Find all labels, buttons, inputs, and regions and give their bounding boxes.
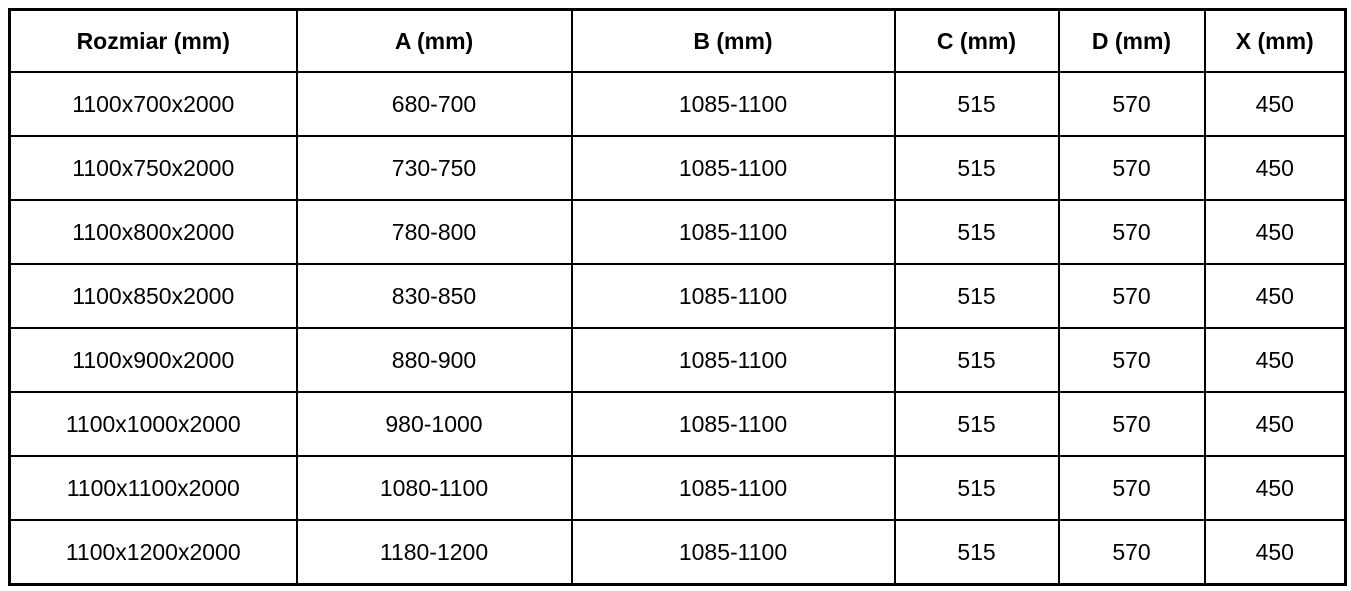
cell-rozmiar: 1100x1000x2000 (10, 392, 297, 456)
cell-a: 880-900 (297, 328, 572, 392)
cell-rozmiar: 1100x850x2000 (10, 264, 297, 328)
column-header-b: B (mm) (572, 10, 895, 73)
cell-a: 780-800 (297, 200, 572, 264)
table-row (10, 328, 1346, 392)
cell-x: 450 (1205, 200, 1346, 264)
cell-b: 1085-1100 (572, 520, 895, 585)
cell-c: 515 (895, 136, 1059, 200)
table-row (10, 392, 1346, 456)
cell-c: 515 (895, 200, 1059, 264)
column-header-a: A (mm) (297, 10, 572, 73)
cell-a: 1080-1100 (297, 456, 572, 520)
cell-rozmiar: 1100x800x2000 (10, 200, 297, 264)
column-header-rozmiar: Rozmiar (mm) (10, 10, 297, 73)
cell-b: 1085-1100 (572, 72, 895, 136)
cell-b: 1085-1100 (572, 264, 895, 328)
cell-c: 515 (895, 520, 1059, 585)
cell-rozmiar: 1100x750x2000 (10, 136, 297, 200)
table-row (10, 520, 1346, 585)
table-row (10, 136, 1346, 200)
cell-c: 515 (895, 72, 1059, 136)
cell-c: 515 (895, 456, 1059, 520)
cell-a: 730-750 (297, 136, 572, 200)
cell-x: 450 (1205, 456, 1346, 520)
cell-b: 1085-1100 (572, 456, 895, 520)
cell-x: 450 (1205, 520, 1346, 585)
cell-x: 450 (1205, 328, 1346, 392)
cell-c: 515 (895, 328, 1059, 392)
header-row (10, 10, 1346, 73)
cell-rozmiar: 1100x700x2000 (10, 72, 297, 136)
cell-rozmiar: 1100x900x2000 (10, 328, 297, 392)
cell-b: 1085-1100 (572, 136, 895, 200)
table-row (10, 456, 1346, 520)
cell-c: 515 (895, 392, 1059, 456)
cell-x: 450 (1205, 392, 1346, 456)
column-header-c: C (mm) (895, 10, 1059, 73)
cell-x: 450 (1205, 264, 1346, 328)
cell-c: 515 (895, 264, 1059, 328)
cell-d: 570 (1059, 520, 1205, 585)
cell-b: 1085-1100 (572, 200, 895, 264)
cell-d: 570 (1059, 200, 1205, 264)
cell-rozmiar: 1100x1100x2000 (10, 456, 297, 520)
cell-d: 570 (1059, 392, 1205, 456)
size-specification-table (8, 8, 1347, 586)
cell-b: 1085-1100 (572, 328, 895, 392)
cell-x: 450 (1205, 136, 1346, 200)
cell-d: 570 (1059, 456, 1205, 520)
cell-d: 570 (1059, 136, 1205, 200)
column-header-d: D (mm) (1059, 10, 1205, 73)
cell-a: 830-850 (297, 264, 572, 328)
cell-d: 570 (1059, 72, 1205, 136)
table-row (10, 200, 1346, 264)
cell-d: 570 (1059, 264, 1205, 328)
cell-b: 1085-1100 (572, 392, 895, 456)
cell-a: 680-700 (297, 72, 572, 136)
cell-rozmiar: 1100x1200x2000 (10, 520, 297, 585)
column-header-x: X (mm) (1205, 10, 1346, 73)
table-row (10, 264, 1346, 328)
cell-a: 1180-1200 (297, 520, 572, 585)
table-row (10, 72, 1346, 136)
cell-a: 980-1000 (297, 392, 572, 456)
cell-x: 450 (1205, 72, 1346, 136)
cell-d: 570 (1059, 328, 1205, 392)
